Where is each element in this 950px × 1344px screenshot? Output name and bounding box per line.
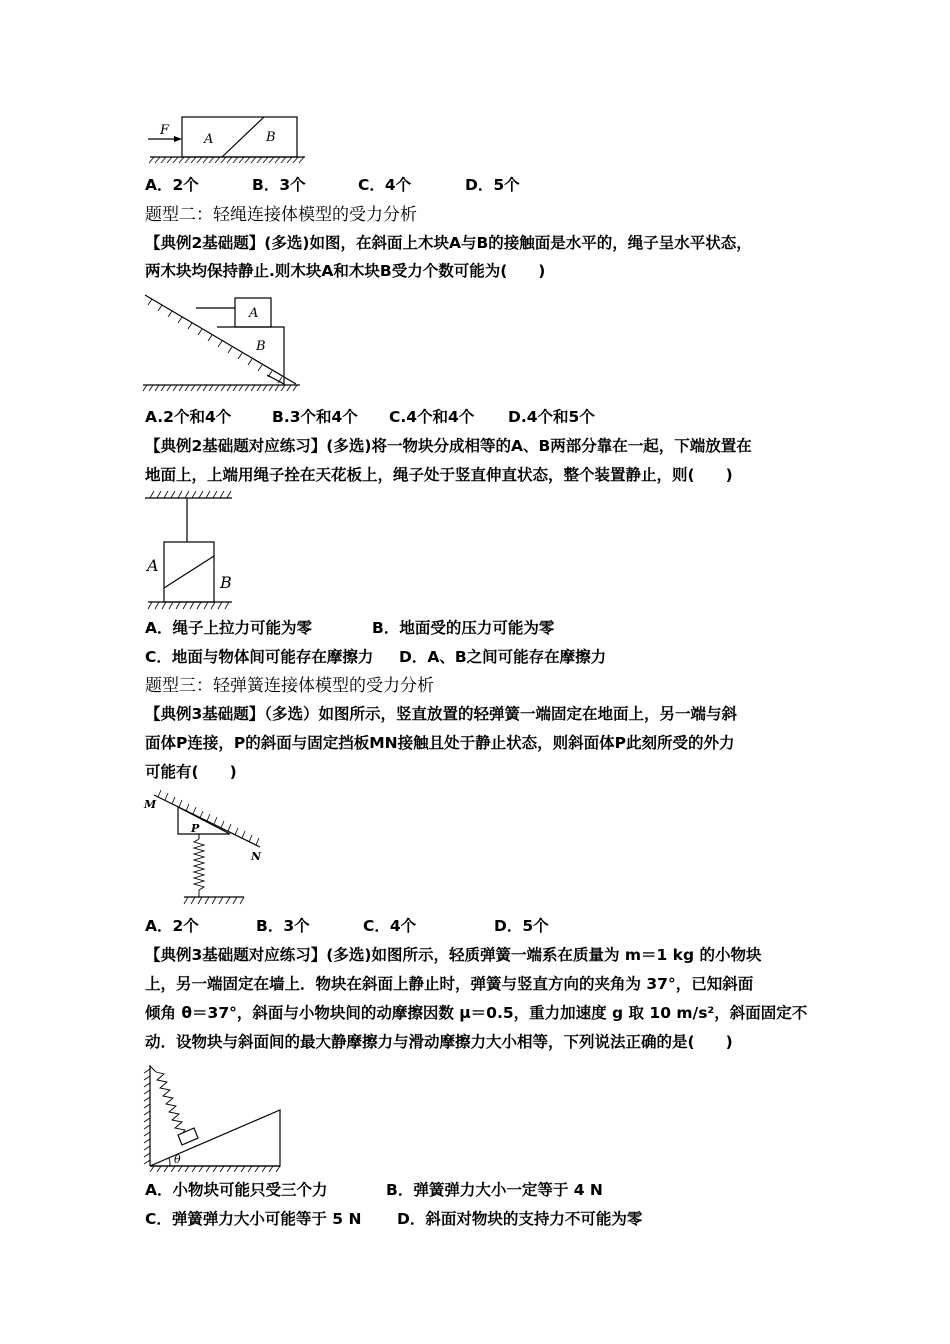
figure-blocks-ab-force: [140, 110, 310, 170]
q1-option-a[interactable]: A．2个: [145, 176, 199, 194]
ex2p-line-2: 地面上，上端用绳子拴在天花板上，绳子处于竖直伸直状态，整个装置静止，则( ): [145, 466, 733, 484]
ex2p-option-d[interactable]: D．A、B之间可能存在摩擦力: [399, 648, 607, 666]
label-p: P: [191, 822, 200, 835]
ex3p-line-3: 倾角 θ＝37°，斜面与小物块间的动摩擦因数 μ＝0.5，重力加速度 g 取 10 m/s²，斜面固定不: [145, 1004, 808, 1022]
ex2-option-d[interactable]: D.4个和5个: [508, 408, 595, 426]
block-a-label: A: [249, 306, 259, 321]
ex3-line-2: 面体P连接，P的斜面与固定挡板MN接触且处于静止状态，则斜面体P此刻所受的外力: [145, 734, 735, 752]
ex2p-option-c[interactable]: C．地面与物体间可能存在摩擦力: [145, 648, 374, 666]
ex2-option-c[interactable]: C.4个和4个: [389, 408, 475, 426]
ex2-line-1: 【典例2基础题】(多选)如图，在斜面上木块A与B的接触面是水平的，绳子呈水平状态，: [145, 234, 752, 252]
label-b: B: [220, 573, 232, 592]
label-a: A: [147, 556, 159, 575]
ex2-option-a[interactable]: A.2个和4个: [145, 408, 232, 426]
ex3p-option-a[interactable]: A．小物块可能只受三个力: [145, 1181, 328, 1199]
ex3-option-c[interactable]: C．4个: [363, 917, 417, 935]
ex3p-option-d[interactable]: D．斜面对物块的支持力不可能为零: [397, 1210, 643, 1228]
ex3-option-b[interactable]: B．3个: [256, 917, 310, 935]
figure-spring-wedge: [140, 787, 270, 909]
block-a-label: A: [204, 132, 214, 147]
block-b-label: B: [256, 339, 266, 354]
q1-option-c[interactable]: C．4个: [358, 176, 412, 194]
section-title-3: 题型三：轻弹簧连接体模型的受力分析: [145, 676, 434, 696]
label-m: M: [144, 798, 157, 811]
ex3p-line-1: 【典例3基础题对应练习】(多选)如图所示，轻质弹簧一端系在质量为 m＝1 kg 的小物块: [145, 946, 762, 964]
q1-option-b[interactable]: B．3个: [252, 176, 306, 194]
figure-hanging-block: [140, 488, 240, 616]
theta-label: θ: [174, 1153, 181, 1166]
ex3p-option-c[interactable]: C．弹簧弹力大小可能等于 5 N: [145, 1210, 362, 1228]
q1-option-d[interactable]: D．5个: [465, 176, 520, 194]
ex2p-line-1: 【典例2基础题对应练习】(多选)将一物块分成相等的A、B两部分靠在一起，下端放置在: [145, 437, 752, 455]
force-label: F: [160, 123, 170, 138]
ex3p-line-4: 动．设物块与斜面间的最大静摩擦力与滑动摩擦力大小相等，下列说法正确的是( ): [145, 1033, 733, 1051]
ex2-option-b[interactable]: B.3个和4个: [272, 408, 358, 426]
ex3-option-d[interactable]: D．5个: [494, 917, 549, 935]
ex3-line-1: 【典例3基础题】（多选）如图所示，竖直放置的轻弹簧一端固定在地面上，另一端与斜: [145, 705, 738, 723]
figure-wall-spring-incline: [140, 1060, 290, 1172]
label-n: N: [251, 850, 262, 863]
ex2p-option-a[interactable]: A．绳子上拉力可能为零: [145, 619, 312, 637]
ex3-line-3: 可能有( ): [145, 763, 237, 781]
ex2p-option-b[interactable]: B．地面受的压力可能为零: [372, 619, 555, 637]
ex3-option-a[interactable]: A．2个: [145, 917, 199, 935]
ex3p-option-b[interactable]: B．弹簧弹力大小一定等于 4 N: [386, 1181, 603, 1199]
section-title-2: 题型二：轻绳连接体模型的受力分析: [145, 205, 417, 225]
ex3p-line-2: 上，另一端固定在墙上．物块在斜面上静止时，弹簧与竖直方向的夹角为 37°，已知斜面: [145, 975, 754, 993]
ex2-line-2: 两木块均保持静止.则木块A和木块B受力个数可能为( ): [145, 262, 546, 280]
figure-incline-blocks: [140, 290, 305, 400]
block-b-label: B: [266, 130, 276, 145]
